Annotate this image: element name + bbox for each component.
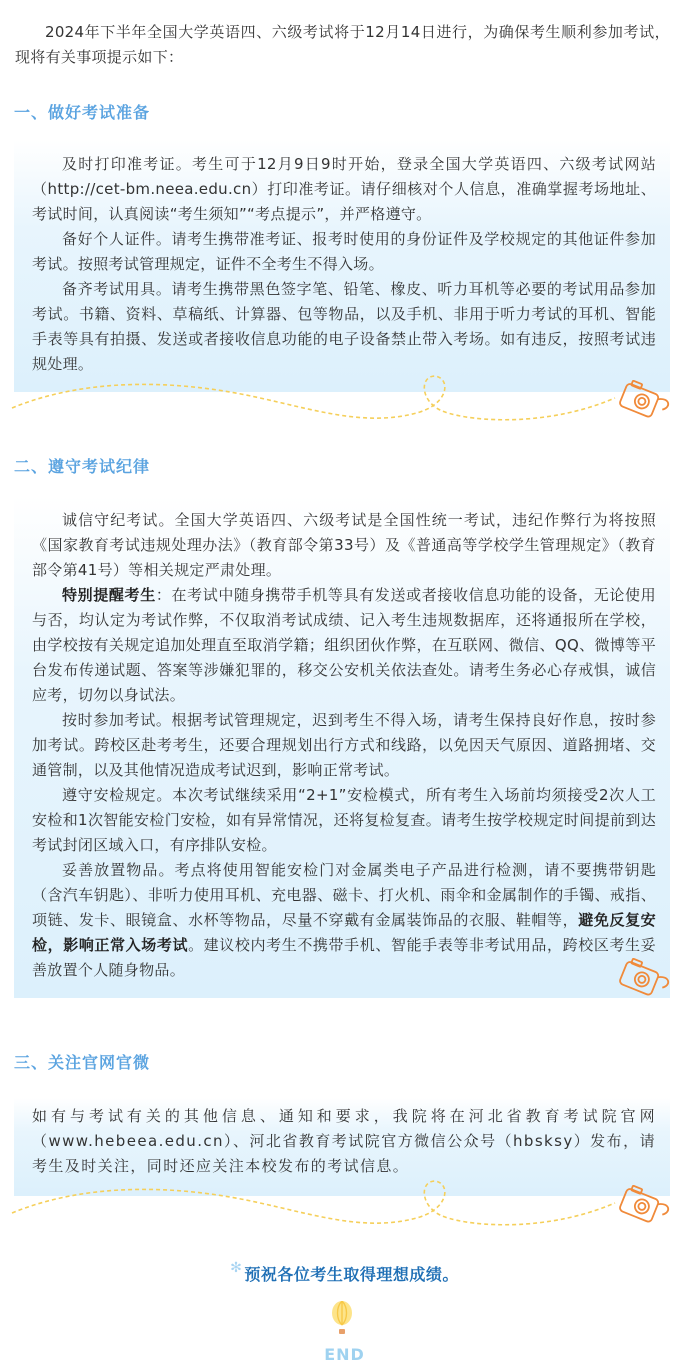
- special-reminder-label: 特别提醒考生: [62, 586, 156, 604]
- paragraph-special-reminder: 特别提醒考生：在考试中随身携带手机等具有发送或者接收信息功能的设备，无论使用与否，均认定为考试作弊，不仅取消考试成绩、记入考生违规数据库，还将通报所在学校，由学校按有关规定追加处理直至取消学籍；组织团伙作弊，在互联网、微信、QQ、微博等平台发布传递试题、答案等涉嫌犯罪的，移交公安机关依法查处。请考生务必心存戒惧，诚信应考，切勿以身试法。: [32, 586, 656, 704]
- hot-air-balloon-icon: [330, 1301, 354, 1335]
- paragraph-on-time: 按时参加考试。根据考试管理规定，迟到考生不得入场，请考生保持良好作息，按时参加考试。跨校区赴考考生，还要合理规划出行方式和线路，以免因天气原因、道路拥堵、交通管制，以及其他情况造成考试迟到，影响正常考试。: [32, 711, 656, 779]
- paragraph-id-documents: 备好个人证件。请考生携带准考证、报考时使用的身份证件及学校规定的其他证件参加考试。按照考试管理规定，证件不全考生不得入场。: [32, 230, 656, 273]
- section-box-exam-discipline: [14, 496, 670, 998]
- camera-icon: [615, 958, 675, 1006]
- intro-paragraph: 2024年下半年全国大学英语四、六级考试将于12月14日进行，为确保考生顺利参加考试，现将有关事项提示如下：: [15, 23, 670, 66]
- section-title-official-channels: 三、关注官网官微: [14, 1053, 151, 1072]
- section-title-exam-prep: 一、做好考试准备: [14, 103, 151, 122]
- closing-wish: [0, 1262, 689, 1285]
- section-title-exam-discipline: 二、遵守考试纪律: [14, 457, 151, 476]
- paragraph-admission-ticket: 及时打印准考证。考生可于12月9日9时开始，登录全国大学英语四、六级考试网站（http://cet-bm.neea.edu.cn）打印准考证。请仔细核对个人信息，准确掌握考场地址、考试时间，认真阅读“考生须知”“考点提示”，并严格遵守。: [32, 155, 656, 223]
- paragraph-official-channels: 如有与考试有关的其他信息、通知和要求，我院将在河北省教育考试院官网（www.hebeea.edu.cn）、河北省教育考试院官方微信公众号（hbsksy）发布，请考生及时关注，同时还应关注本校发布的考试信息。: [32, 1107, 656, 1175]
- section-box-official-channels: [14, 1098, 670, 1196]
- paragraph-integrity: 诚信守纪考试。全国大学英语四、六级考试是全国性统一考试，违纪作弊行为将按照《国家教育考试违规处理办法》（教育部令第33号）及《普通高等学校学生管理规定》（教育部令第41号）等相关规定严肃处理。: [32, 511, 656, 579]
- camera-icon: [615, 1185, 675, 1233]
- camera-icon: [615, 380, 675, 428]
- sparkle-icon: ✻: [230, 1260, 243, 1276]
- paragraph-exam-supplies: 备齐考试用具。请考生携带黑色签字笔、铅笔、橡皮、听力耳机等必要的考试用品参加考试。书籍、资料、草稿纸、计算器、包等物品，以及手机、非用于听力考试的耳机、智能手表等具有拍摄、发送或者接收信息功能的电子设备禁止带入考场。如有违反，按照考试违规处理。: [32, 280, 656, 373]
- belongings-emphasis: 避免反复安检，影响正常入场考试: [32, 911, 656, 954]
- closing-text: 预祝各位考生取得理想成绩。: [244, 1265, 459, 1284]
- section-box-exam-prep: [14, 140, 670, 392]
- end-label: END: [324, 1345, 365, 1364]
- paragraph-belongings: 妥善放置物品。考点将使用智能安检门对金属类电子产品进行检测，请不要携带钥匙（含汽车钥匙）、非听力使用耳机、充电器、磁卡、打火机、雨伞和金属制作的手镯、戒指、项链、发卡、眼镜盒、水杯等物品，尽量不穿戴有金属装饰品的衣服、鞋帽等，避免反复安检，影响正常入场考试。建议校内考生不携带手机、智能手表等非考试用品，跨校区考生妥善放置个人随身物品。: [32, 861, 656, 979]
- paragraph-security-check: 遵守安检规定。本次考试继续采用“2+1”安检模式，所有考生入场前均须接受2次人工安检和1次智能安检门安检，如有异常情况，还将复检复查。请考生按学校规定时间提前到达考试封闭区域入口，有序排队安检。: [32, 786, 656, 854]
